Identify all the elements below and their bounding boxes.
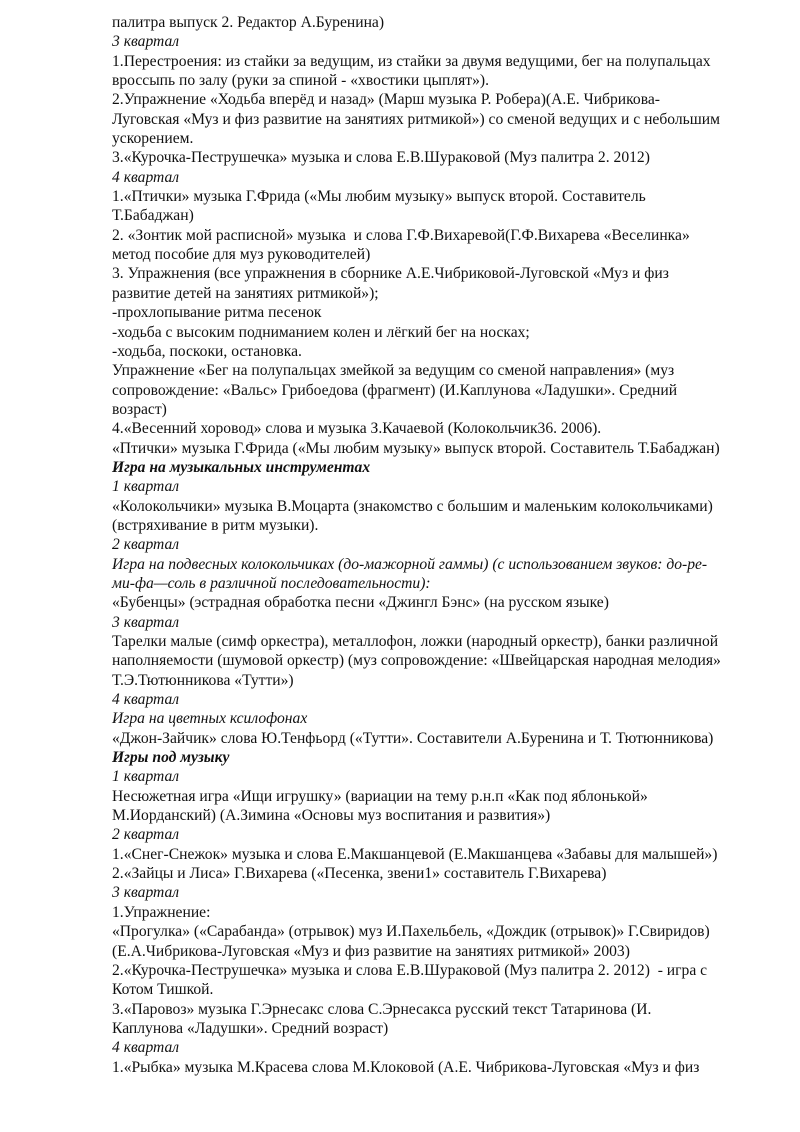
quarter-heading: 3 квартал	[112, 884, 180, 902]
text-line: -ходьба, поскоки, остановка.	[112, 342, 302, 360]
text-line: 1.«Птички» музыка Г.Фрида («Мы любим музыку» выпуск второй. Составитель	[112, 188, 646, 206]
italic-text-line: Игра на цветных ксилофонах	[112, 710, 308, 728]
text-line: «Джон-Зайчик» слова Ю.Тенфьорд («Тутти». Составители А.Буренина и Т. Тютюнникова)	[112, 729, 714, 747]
document-body	[112, 13, 772, 1077]
text-line: (встряхивание в ритм музыки).	[112, 516, 319, 534]
text-line: сопровождение: «Вальс» Грибоедова (фрагмент) (И.Каплунова «Ладушки». Средний	[112, 381, 678, 399]
quarter-heading: 3 квартал	[112, 613, 180, 631]
text-line: 2.Упражнение «Ходьба вперёд и назад» (Марш музыка Р. Робера)(А.Е. Чибрикова-	[112, 91, 660, 109]
text-line: возраст)	[112, 400, 167, 418]
text-line: Т.Э.Тютюнникова «Тутти»)	[112, 671, 294, 689]
text-line: 3.«Курочка-Пеструшечка» музыка и слова Е.В.Шураковой (Муз палитра 2. 2012)	[112, 149, 650, 167]
text-line: 3. Упражнения (все упражнения в сборнике А.Е.Чибриковой-Луговской «Муз и физ	[112, 265, 669, 283]
text-line: развитие детей на занятиях ритмикой»);	[112, 284, 379, 302]
text-line: 1.«Снег-Снежок» музыка и слова Е.Макшанцевой (Е.Макшанцева «Забавы для малышей»)	[112, 845, 718, 863]
text-line: Т.Бабаджан)	[112, 207, 194, 225]
text-line: (Е.А.Чибрикова-Луговская «Муз и физ развитие на занятиях ритмикой» 2003)	[112, 942, 630, 960]
text-line: ускорением.	[112, 130, 194, 148]
text-line: 2.«Курочка-Пеструшечка» музыка и слова Е.В.Шураковой (Муз палитра 2. 2012) - игра с	[112, 961, 708, 979]
text-line: метод пособие для муз руководителей)	[112, 246, 371, 264]
text-line: 3.«Паровоз» музыка Г.Эрнесакс слова С.Эрнесакса русский текст Татаринова (И.	[112, 1000, 652, 1018]
text-line: «Бубенцы» (эстрадная обработка песни «Джингл Бэнс» (на русском языке)	[112, 594, 609, 612]
text-line: 1.Упражнение:	[112, 903, 211, 921]
text-line: -ходьба с высоким подниманием колен и лёгкий бег на носках;	[112, 323, 530, 341]
text-line: 1.Перестроения: из стайки за ведущим, из стайки за двумя ведущими, бег на полупальцах	[112, 52, 711, 70]
text-line: 1.«Рыбка» музыка М.Красева слова М.Клоковой (А.Е. Чибрикова-Луговская «Муз и физ	[112, 1058, 700, 1076]
text-line: Несюжетная игра «Ищи игрушку» (вариации на тему р.н.п «Как под яблонькой»	[112, 787, 648, 805]
text-line: вроссыпь по залу (руки за спиной - «хвостики цыплят»).	[112, 72, 489, 90]
text-line: наполняемости (шумовой оркестр) (муз сопровождение: «Швейцарская народная мелодия»	[112, 652, 721, 670]
text-line: Каплунова «Ладушки». Средний возраст)	[112, 1019, 389, 1037]
section-heading: Игра на музыкальных инструментах	[112, 458, 371, 476]
text-line: Котом Тишкой.	[112, 981, 214, 999]
text-line: -прохлопывание ритма песенок	[112, 304, 322, 322]
text-line: М.Иорданский) (А.Зимина «Основы муз воспитания и развития»)	[112, 807, 551, 825]
quarter-heading: 2 квартал	[112, 826, 180, 844]
text-line: Тарелки малые (симф оркестра), металлофон, ложки (народный оркестр), банки различной	[112, 633, 719, 650]
quarter-heading: 4 квартал	[112, 168, 180, 186]
text-line: Луговская «Муз и физ развитие на занятиях ритмикой») со сменой ведущих и с небольшим	[112, 110, 720, 128]
quarter-heading: 2 квартал	[112, 536, 180, 554]
italic-text-line: ми-фа—соль в различной последовательности):	[112, 574, 431, 592]
text-line: «Колокольчики» музыка В.Моцарта (знакомство с большим и маленьким колокольчиками)	[112, 497, 713, 515]
italic-text-line: Игра на подвесных колокольчиках (до-мажорной гаммы) (с использованием звуков: до-ре-	[112, 555, 708, 573]
text-line: Упражнение «Бег на полупальцах змейкой за ведущим со сменой направления» (муз	[112, 362, 675, 380]
text-line: 2.«Зайцы и Лиса» Г.Вихарева («Песенка, звени1» составитель Г.Вихарева)	[112, 865, 607, 883]
quarter-heading: 1 квартал	[112, 768, 180, 786]
text-line: 4.«Весенний хоровод» слова и музыка З.Качаевой (Колокольчик36. 2006).	[112, 420, 602, 438]
quarter-heading: 4 квартал	[112, 1039, 180, 1057]
quarter-heading: 3 квартал	[112, 33, 180, 51]
text-line: 2. «Зонтик мой расписной» музыка и слова Г.Ф.Вихаревой(Г.Ф.Вихарева «Веселинка»	[112, 226, 690, 244]
text-line: палитра выпуск 2. Редактор А.Буренина)	[112, 14, 385, 31]
text-line: «Птички» музыка Г.Фрида («Мы любим музыку» выпуск второй. Составитель Т.Бабаджан)	[112, 439, 720, 457]
quarter-heading: 4 квартал	[112, 691, 180, 709]
text-line: «Прогулка» («Сарабанда» (отрывок) муз И.Пахельбель, «Дождик (отрывок)» Г.Свиридов)	[112, 923, 710, 941]
section-heading: Игры под музыку	[112, 749, 230, 767]
quarter-heading: 1 квартал	[112, 478, 180, 496]
